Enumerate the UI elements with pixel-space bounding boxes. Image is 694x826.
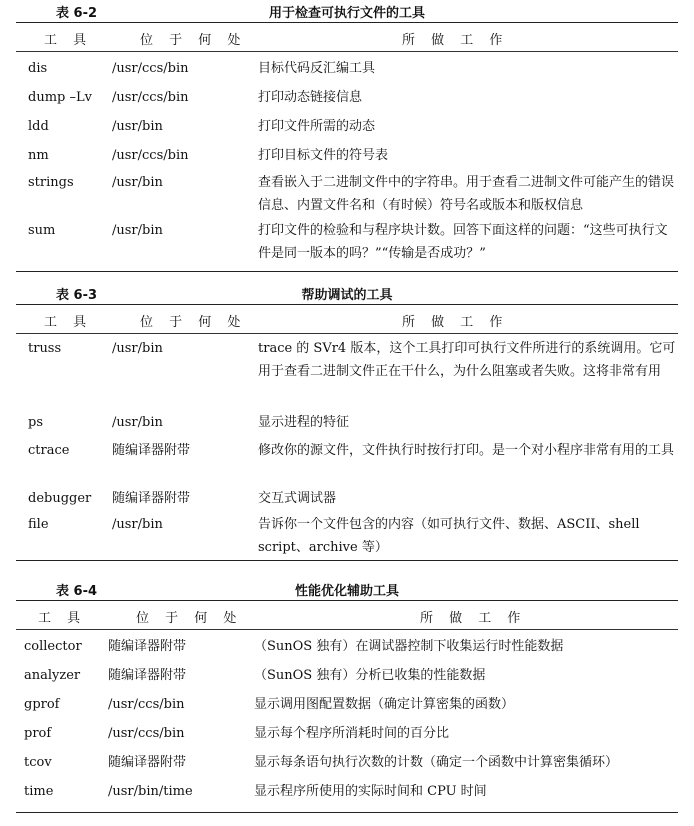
tool-description: 显示进程的特征	[258, 415, 350, 430]
tool-location: /usr/bin	[112, 341, 163, 356]
table-number: 表 6-2	[56, 6, 98, 21]
tool-name: analyzer	[24, 668, 81, 683]
tool-description: （SunOS 独有）在调试器控制下收集运行时性能数据	[254, 639, 564, 654]
tool-description: trace 的 SVr4 版本，这个工具打印可执行文件所进行的系统调用。它可用于查看二进制文件正在干什么，为什么阻塞或者失败。这将非常有用	[258, 341, 676, 379]
table-caption	[16, 282, 678, 304]
table-body	[16, 630, 678, 812]
header-work: 所 做 工 作	[420, 611, 527, 626]
tool-description: 显示每个程序所消耗时间的百分比	[254, 726, 450, 741]
header-location: 位 于 何 处	[140, 33, 247, 48]
header-work: 所 做 工 作	[402, 33, 509, 48]
tool-description: 告诉你一个文件包含的内容（如可执行文件、数据、ASCII、shell script、archive 等）	[258, 517, 640, 555]
tool-description: 修改你的源文件，文件执行时按行打印。是一个对小程序非常有用的工具	[258, 443, 675, 458]
table-title: 用于检查可执行文件的工具	[268, 6, 425, 21]
tool-location: /usr/bin	[112, 223, 163, 238]
header-tool: 工 具	[44, 315, 93, 330]
tool-location: /usr/ccs/bin	[112, 61, 189, 76]
table-caption	[16, 578, 678, 600]
tool-name: dis	[28, 61, 48, 76]
tool-location: 随编译器附带	[112, 443, 191, 458]
tool-name: debugger	[28, 491, 92, 506]
tool-description: 打印文件所需的动态	[258, 119, 376, 134]
tool-description: 查看嵌入于二进制文件中的字符串。用于查看二进制文件可能产生的错误信息、内置文件名和（有时候）符号名或版本和版权信息	[258, 175, 675, 213]
table-body	[16, 52, 678, 271]
tool-location: /usr/ccs/bin	[108, 697, 185, 712]
header-tool: 工 具	[38, 611, 87, 626]
tool-location: 随编译器附带	[108, 755, 187, 770]
table-title: 性能优化辅助工具	[294, 584, 399, 599]
table-6-2	[16, 0, 678, 272]
tool-location: 随编译器附带	[112, 491, 191, 506]
tool-location: /usr/bin	[112, 415, 163, 430]
header-work: 所 做 工 作	[402, 315, 509, 330]
tool-name: collector	[24, 639, 82, 654]
header-location: 位 于 何 处	[136, 611, 243, 626]
table-number: 表 6-4	[56, 584, 98, 599]
table-header-row	[16, 305, 678, 333]
tool-location: /usr/ccs/bin	[108, 726, 185, 741]
tool-description: 显示调用图配置数据（确定计算密集的函数）	[254, 697, 515, 712]
tool-name: time	[24, 784, 54, 799]
table-6-3	[16, 282, 678, 561]
tool-name: ctrace	[28, 443, 70, 458]
table-title: 帮助调试的工具	[301, 288, 393, 303]
header-location: 位 于 何 处	[140, 315, 247, 330]
table-header-row	[16, 23, 678, 51]
tool-name: sum	[28, 223, 56, 238]
tool-location: /usr/ccs/bin	[112, 90, 189, 105]
table-caption	[16, 0, 678, 22]
tool-description: 打印动态链接信息	[258, 90, 363, 105]
header-tool: 工 具	[44, 33, 93, 48]
tool-name: strings	[28, 175, 74, 190]
tool-location: /usr/bin	[112, 175, 163, 190]
tool-name: truss	[28, 341, 62, 356]
table-body	[16, 334, 678, 560]
tool-name: tcov	[24, 755, 52, 770]
table-6-4	[16, 578, 678, 813]
tool-name: ldd	[28, 119, 49, 134]
tool-description: 显示程序所使用的实际时间和 CPU 时间	[254, 784, 487, 799]
tool-location: 随编译器附带	[108, 668, 187, 683]
tool-name: dump –Lv	[28, 90, 92, 105]
tool-description: 打印目标文件的符号表	[258, 148, 389, 163]
tool-name: nm	[28, 148, 49, 163]
bottom-rule	[16, 271, 678, 272]
tool-name: gprof	[24, 697, 60, 712]
tool-location: /usr/bin	[112, 517, 163, 532]
tool-description: （SunOS 独有）分析已收集的性能数据	[254, 668, 486, 683]
tool-description: 打印文件的检验和与程序块计数。回答下面这样的问题：“这些可执行文件是同一版本的吗？”“传输是否成功？”	[258, 223, 668, 261]
tool-description: 目标代码反汇编工具	[258, 61, 376, 76]
bottom-rule	[16, 560, 678, 561]
tool-description: 显示每条语句执行次数的计数（确定一个函数中计算密集循环）	[254, 755, 619, 770]
tool-location: 随编译器附带	[108, 639, 187, 654]
tool-location: /usr/bin	[112, 119, 163, 134]
tool-name: prof	[24, 726, 52, 741]
table-number: 表 6-3	[56, 288, 98, 303]
bottom-rule	[16, 812, 678, 813]
tool-location: /usr/bin/time	[108, 784, 193, 799]
table-header-row	[16, 601, 678, 629]
tool-description: 交互式调试器	[258, 491, 337, 506]
tool-name: ps	[28, 415, 43, 430]
tool-name: file	[28, 517, 49, 532]
tool-location: /usr/ccs/bin	[112, 148, 189, 163]
